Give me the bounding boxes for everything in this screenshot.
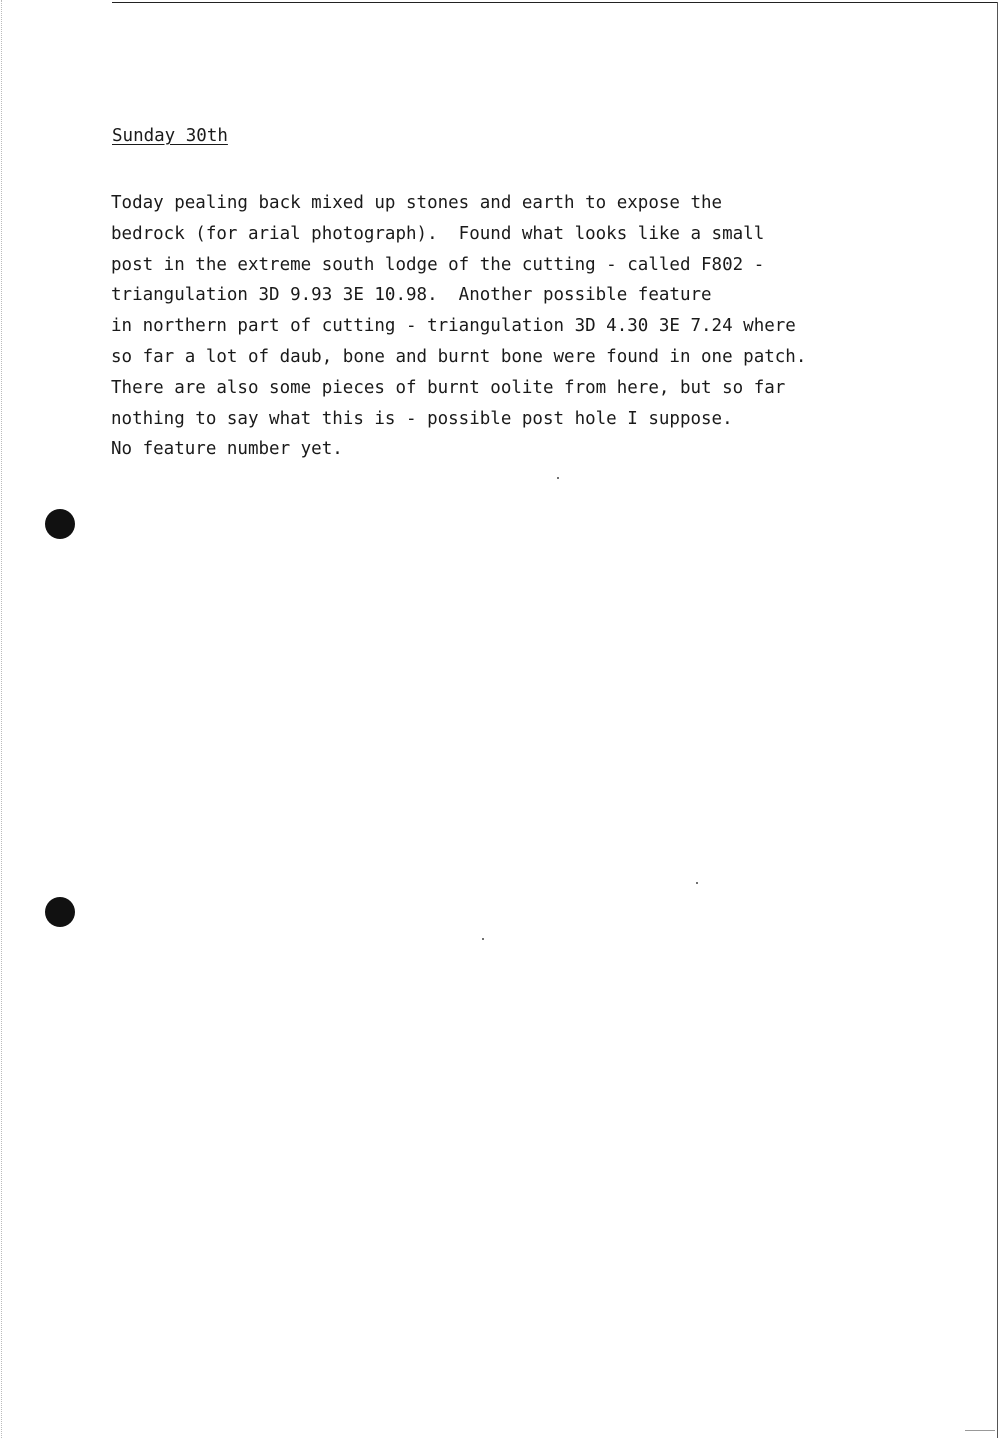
page-right-edge: [997, 2, 998, 1438]
entry-line: Today pealing back mixed up stones and earth to expose the: [111, 193, 723, 213]
entry-line: in northern part of cutting - triangulation 3D 4.30 3E 7.24 where: [111, 316, 796, 337]
entry-heading: Sunday 30th: [112, 126, 228, 146]
page-top-edge: [112, 2, 998, 3]
scan-speck: [482, 938, 484, 940]
scan-speck: [557, 477, 559, 479]
scan-speck: [965, 1430, 995, 1431]
entry-line: triangulation 3D 9.93 3E 10.98. Another possible feature: [111, 285, 712, 306]
page-left-edge: [1, 0, 2, 1438]
entry-line: There are also some pieces of burnt oolite from here, but so far: [111, 377, 786, 398]
entry-line: No feature number yet.: [111, 439, 343, 460]
punch-hole: [45, 509, 75, 539]
scan-speck: [696, 882, 698, 884]
entry-line: so far a lot of daub, bone and burnt bone were found in one patch.: [111, 346, 807, 367]
entry-line: post in the extreme south lodge of the cutting - called F802 -: [111, 254, 765, 275]
punch-hole: [45, 897, 75, 927]
entry-body: [111, 188, 806, 465]
entry-line: bedrock (for arial photograph). Found what looks like a small: [111, 223, 765, 244]
entry-line: nothing to say what this is - possible post hole I suppose.: [111, 408, 733, 429]
